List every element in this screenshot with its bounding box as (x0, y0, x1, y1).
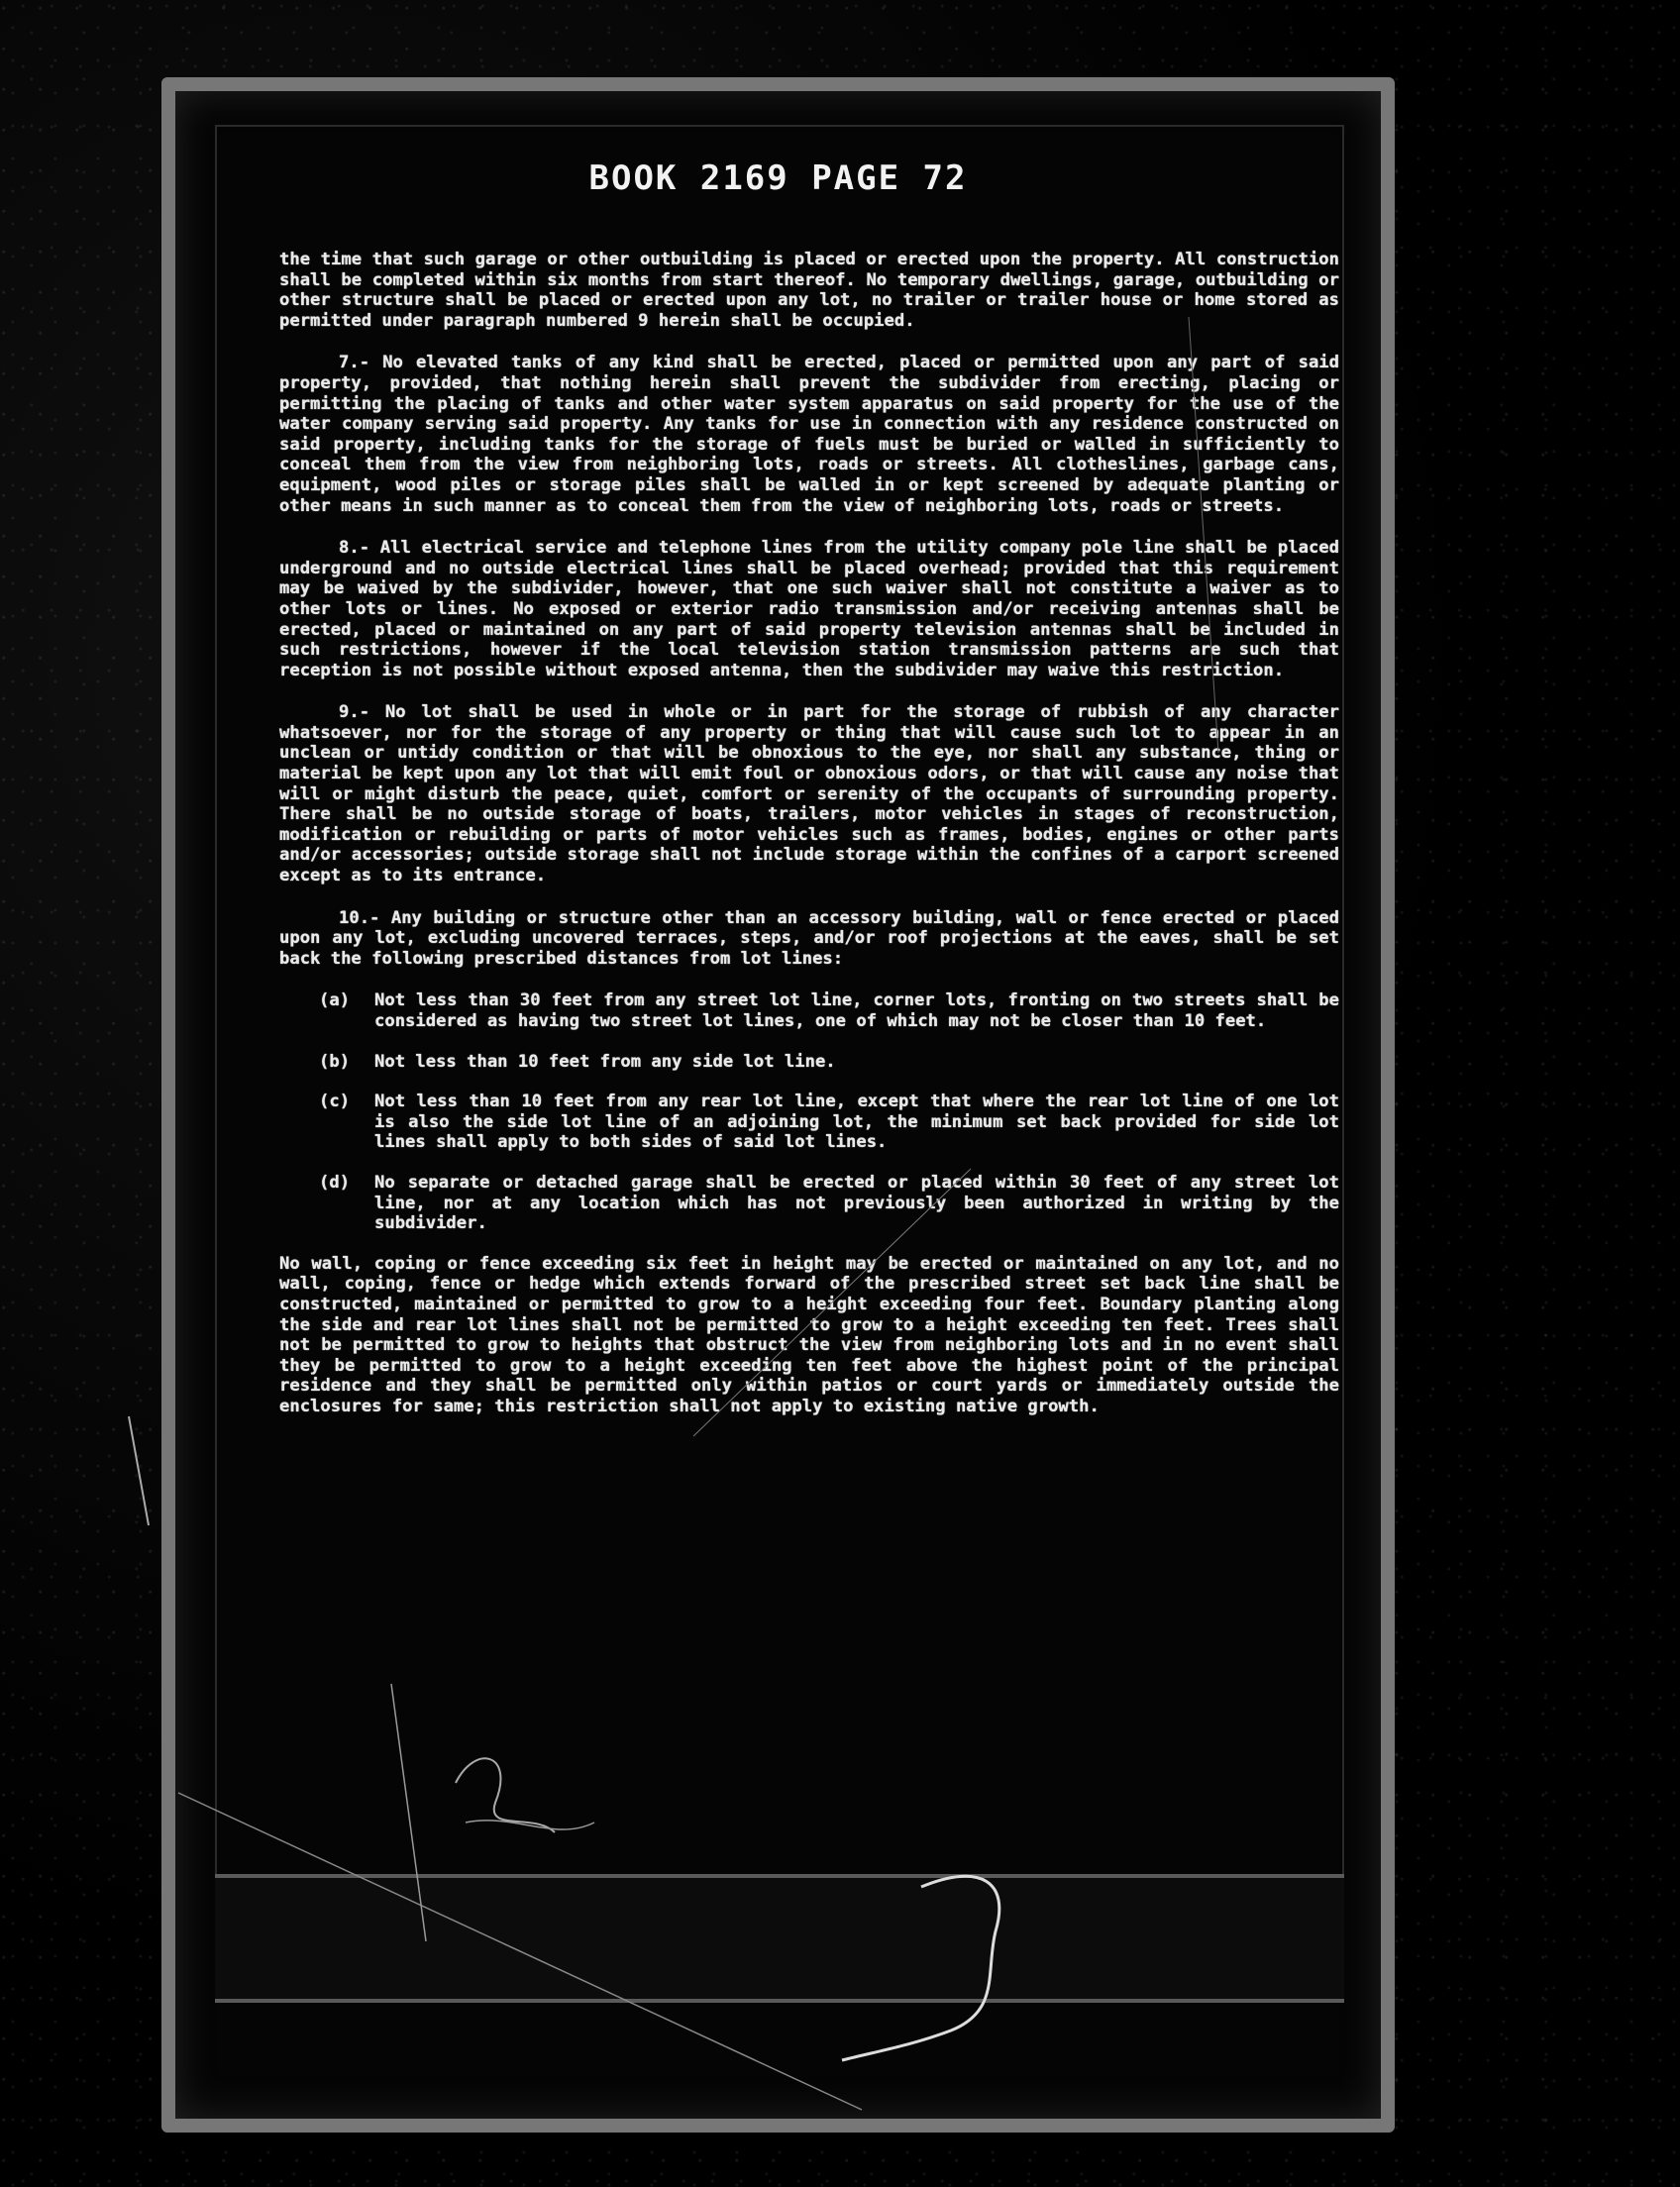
subitem-b (319, 1052, 1339, 1073)
paragraph-10: 10.- Any building or structure other than an accessory building, wall or fence erected or placed upon any lot, excluding uncovered terraces, steps, and/or roof projections at the eaves, shall be set back the following prescribed distances from lot lines: (279, 907, 1339, 969)
paragraph-7: 7.- No elevated tanks of any kind shall be erected, placed or permitted upon any part of said property, provided, that nothing herein shall prevent the subdivider from erecting, placing or permitting the placing of tanks and other water system apparatus on said property for the use of the water company serving said property. Any tanks for use in connection with any residence constructed on said property, including tanks for the storage of fuels must be buried or walled in sufficiently to conceal them from the view from neighboring lots, roads or streets. All clotheslines, garbage cans, equipment, wood piles or storage piles shall be walled in or kept screened by adequate planting or other means in such manner as to conceal them from the view of neighboring lots, roads or streets. (279, 353, 1339, 516)
subitem-label: (a) (319, 990, 351, 1011)
paragraph-continuation: the time that such garage or other outbuilding is placed or erected upon the property. All construction shall be completed within six months from start thereof. No temporary dwellings, garage, outbuilding or other structure shall be placed or erected upon any lot, no trailer or trailer house or home stored as permitted under paragraph numbered 9 herein shall be occupied. (279, 250, 1339, 331)
microfilm-bottom-band (215, 1874, 1344, 2003)
book-page-header: BOOK 2169 PAGE 72 (588, 158, 968, 198)
subitem-text: Not less than 30 feet from any street lot line, corner lots, fronting on two streets shall be considered as having two street lot lines, one of which may not be closer than 10 feet. (374, 990, 1339, 1031)
document-body (279, 250, 1339, 1439)
paragraph-8: 8.- All electrical service and telephone lines from the utility company pole line shall be placed underground and no outside electrical lines shall be placed overhead; provided that this requirement may be waived by the subdivider, however, that one such waiver shall not constitute a waiver as to other lots or lines. No exposed or exterior radio transmission and/or receiving antennas shall be erected, placed or maintained on any part of said property television antennas shall be included in such restrictions, however if the local television station transmission patterns are such that reception is not possible without exposed antenna, then the subdivider may waive this restriction. (279, 538, 1339, 680)
paragraph-walls-fences: No wall, coping or fence exceeding six feet in height may be erected or maintained on any lot, and no wall, coping, fence or hedge which extends forward of the prescribed street set back line shall be constructed, maintained or permitted to grow to a height exceeding four feet. Boundary planting along the side and rear lot lines shall not be permitted to grow to a height exceeding ten feet. Trees shall not be permitted to grow to heights that obstruct the view from neighboring lots and in no event shall they be permitted to grow to a height exceeding ten feet above the highest point of the principal residence and they shall be permitted only within patios or court yards or immediately outside the enclosures for same; this restriction shall not apply to existing native growth. (279, 1253, 1339, 1416)
subitem-c (319, 1092, 1339, 1153)
subitem-a (319, 990, 1339, 1031)
subitem-text: No separate or detached garage shall be erected or placed within 30 feet of any street lot line, nor at any location which has not previously been authorized in writing by the subdivider. (374, 1172, 1339, 1234)
subitem-d (319, 1173, 1339, 1234)
subitem-text: Not less than 10 feet from any rear lot line, except that where the rear lot line of one lot is also the side lot line of an adjoining lot, the minimum set back provided for side lot lines shall apply to both sides of said lot lines. (374, 1092, 1339, 1153)
paragraph-9: 9.- No lot shall be used in whole or in part for the storage of rubbish of any character whatsoever, nor for the storage of any property or thing that will cause such lot to appear in an unclean or untidy condition or that will be obnoxious to the eye, nor shall any substance, thing or material be kept upon any lot that will emit foul or obnoxious odors, or that will cause any noise that will or might disturb the peace, quiet, comfort or serenity of the occupants of surrounding property. There shall be no outside storage of boats, trailers, motor vehicles in stages of reconstruction, modification or rebuilding or parts of motor vehicles such as frames, bodies, engines or other parts and/or accessories; outside storage shall not include storage within the confines of a carport screened except as to its entrance. (279, 702, 1339, 886)
subitem-label: (c) (319, 1092, 351, 1112)
subitem-label: (d) (319, 1172, 351, 1193)
subitem-label: (b) (319, 1051, 351, 1072)
subitem-text: Not less than 10 feet from any side lot line. (374, 1051, 836, 1072)
document-page (161, 77, 1395, 2133)
